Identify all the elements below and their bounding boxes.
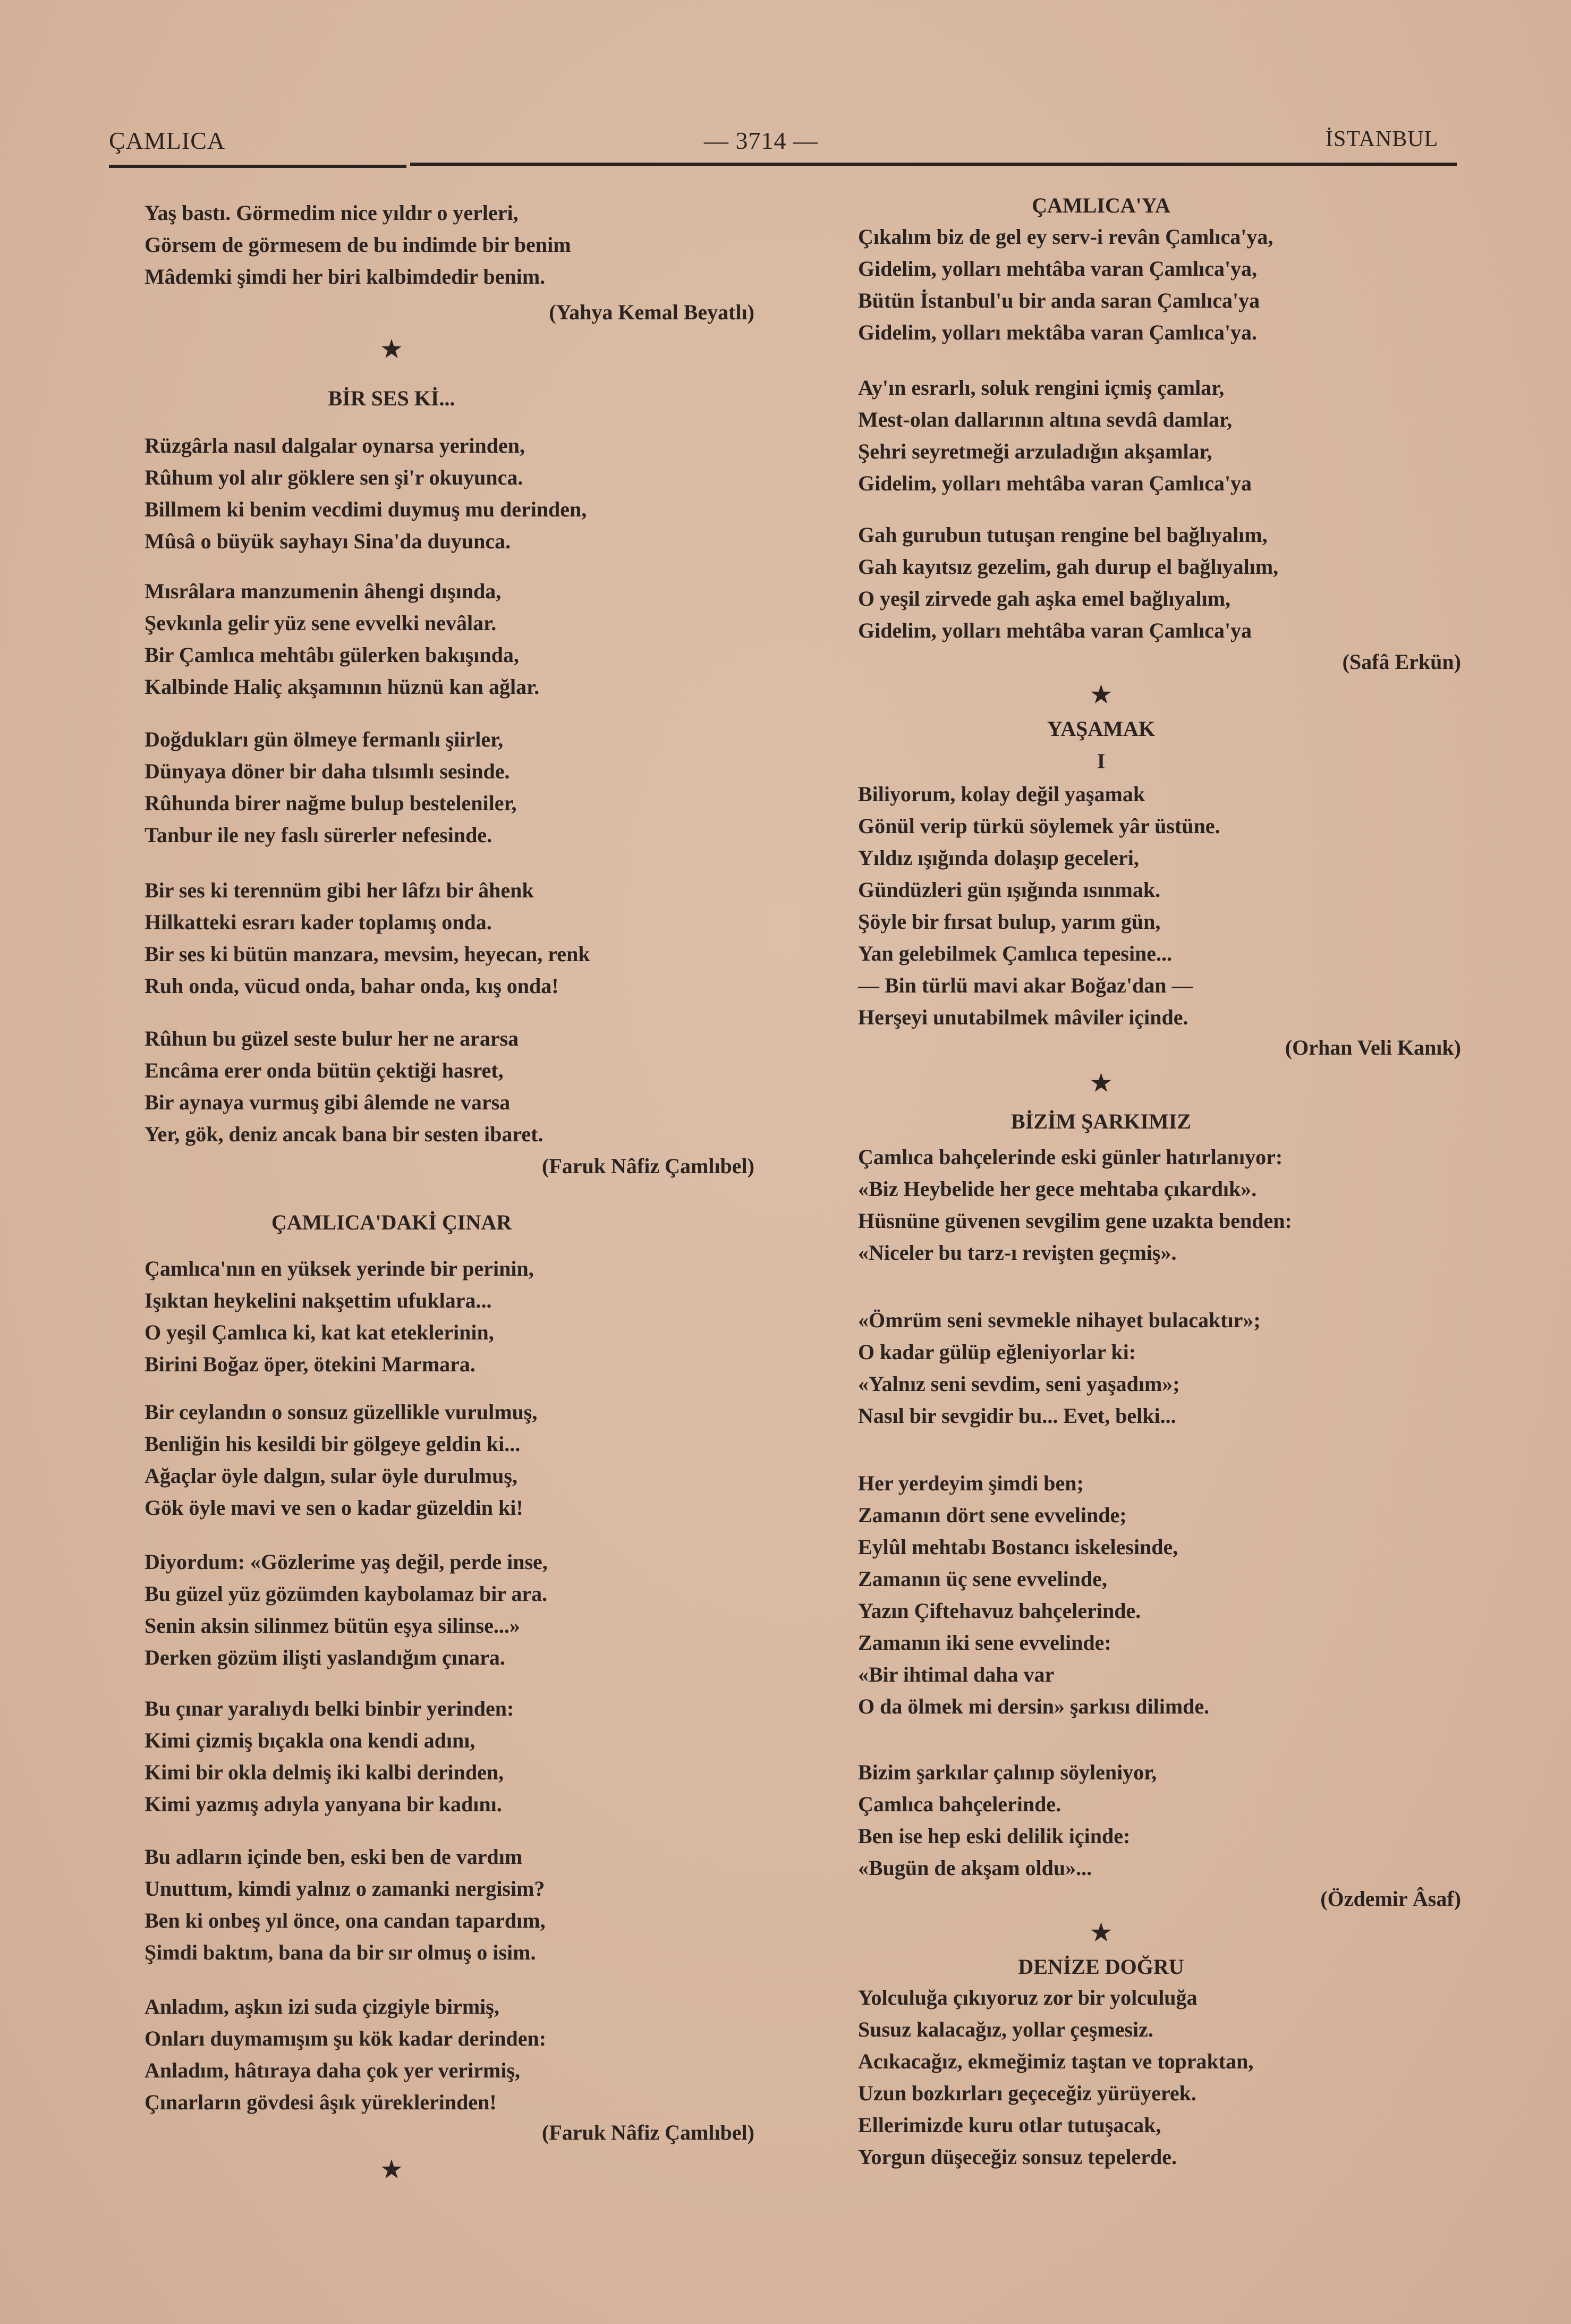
poem-line: Biliyorum, kolay değil yaşamak bbox=[858, 782, 1145, 806]
star-separator-icon: ★ bbox=[1090, 1920, 1112, 1946]
poem-line: Bir aynaya vurmuş gibi âlemde ne varsa bbox=[145, 1090, 511, 1114]
poem-line: Diyordum: «Gözlerime yaş değil, perde inse, bbox=[145, 1550, 548, 1574]
poem-line: Gök öyle mavi ve sen o kadar güzeldin ki! bbox=[145, 1496, 523, 1520]
poem-line: Şöyle bir fırsat bulup, yarım gün, bbox=[858, 910, 1161, 934]
poem-stanza bbox=[858, 1468, 1209, 1723]
page-number: — 3714 — bbox=[704, 127, 818, 154]
poem-line: Bir Çamlıca mehtâbı gülerken bakışında, bbox=[145, 643, 519, 667]
poem-line: Anladım, hâtıraya daha çok yer verirmiş, bbox=[145, 2058, 521, 2082]
poem-title: ÇAMLICA'YA bbox=[1032, 193, 1170, 217]
poem-line: Çamlıca bahçelerinde. bbox=[858, 1792, 1062, 1816]
poem-stanza bbox=[145, 197, 571, 293]
poem-line: Ruh onda, vücud onda, bahar onda, kış onda! bbox=[145, 974, 559, 998]
poem-line: Yolculuğa çıkıyoruz zor bir yolculuğa bbox=[858, 1986, 1198, 2009]
poem-line: Zamanın iki sene evvelinde: bbox=[858, 1631, 1111, 1655]
poem-line: Unuttum, kimdi yalnız o zamanki nergisim? bbox=[145, 1877, 545, 1901]
poem-line: Yorgun düşeceğiz sonsuz tepelerde. bbox=[858, 2145, 1177, 2169]
poem-stanza bbox=[858, 519, 1278, 647]
poem-line: Mısrâlara manzumenin âhengi dışında, bbox=[145, 579, 502, 603]
poem-line: Mûsâ o büyük sayhayı Sina'da duyunca. bbox=[145, 529, 511, 553]
poem-title: BİR SES Kİ... bbox=[328, 386, 455, 410]
poem-line: Çamlıca bahçelerinde eski günler hatırlanıyor: bbox=[858, 1145, 1283, 1169]
poem-line: Encâma erer onda bütün çektiği hasret, bbox=[145, 1058, 504, 1082]
poem-line: O yeşil zirvede gah aşka emel bağlıyalım, bbox=[858, 587, 1231, 610]
poem-author: (Yahya Kemal Beyatlı) bbox=[549, 300, 754, 324]
poem-title: BİZİM ŞARKIMIZ bbox=[1011, 1109, 1191, 1133]
poem-line: Zamanın üç sene evvelinde, bbox=[858, 1567, 1107, 1591]
poem-line: Rûhun bu güzel seste bulur her ne ararsa bbox=[145, 1027, 519, 1050]
poem-line: Senin aksin silinmez bütün eşya silinse...» bbox=[145, 1614, 520, 1638]
poem-line: «Bir ihtimal daha var bbox=[858, 1663, 1055, 1686]
poem-stanza bbox=[858, 1141, 1292, 1269]
poem-line: «Bugün de akşam oldu»... bbox=[858, 1856, 1092, 1880]
poem-stanza bbox=[145, 1253, 534, 1380]
poem-line: Anladım, aşkın izi suda çizgiyle birmiş, bbox=[145, 1995, 499, 2018]
poem-line: Dünyaya döner bir daha tılsımlı sesinde. bbox=[145, 759, 510, 783]
star-separator-icon: ★ bbox=[381, 2157, 402, 2183]
poem-line: Acıkacağız, ekmeğimiz taştan ve topraktan, bbox=[858, 2049, 1254, 2073]
star-separator-icon: ★ bbox=[381, 336, 402, 362]
poem-line: Hüsnüne güvenen sevgilim gene uzakta benden: bbox=[858, 1209, 1292, 1233]
poem-stanza bbox=[858, 221, 1273, 349]
header-rule-left bbox=[109, 165, 406, 168]
poem-line: Kimi çizmiş bıçakla ona kendi adını, bbox=[145, 1728, 475, 1752]
poem-line: — Bin türlü mavi akar Boğaz'dan — bbox=[858, 973, 1193, 997]
poem-line: Ay'ın esrarlı, soluk rengini içmiş çamlar, bbox=[858, 376, 1225, 400]
poem-line: Kimi yazmış adıyla yanyana bir kadını. bbox=[145, 1792, 502, 1816]
poem-line: Kimi bir okla delmiş iki kalbi derinden, bbox=[145, 1760, 504, 1784]
poem-stanza bbox=[858, 372, 1252, 499]
poem-stanza bbox=[145, 430, 587, 557]
poem-line: Mâdemki şimdi her biri kalbimdedir benim. bbox=[145, 265, 546, 289]
poem-author: (Özdemir Âsaf) bbox=[1320, 1887, 1461, 1911]
poem-line: Uzun bozkırları geçeceğiz yürüyerek. bbox=[858, 2081, 1196, 2105]
poem-line: Gidelim, yolları mehtâba varan Çamlıca'ya bbox=[858, 618, 1252, 642]
poem-line: Işıktan heykelini nakşettim ufuklara... bbox=[145, 1288, 492, 1312]
poem-line: Gah gurubun tutuşan rengine bel bağlıyalım, bbox=[858, 523, 1268, 547]
running-header-city: İSTANBUL bbox=[1326, 127, 1439, 151]
section-numeral: I bbox=[1097, 749, 1106, 773]
poem-line: Bir ses ki terennüm gibi her lâfzı bir âhenk bbox=[145, 878, 534, 902]
poem-line: Bir ses ki bütün manzara, mevsim, heyecan, renk bbox=[145, 942, 590, 966]
poem-line: Herşeyi unutabilmek mâviler içinde. bbox=[858, 1005, 1188, 1029]
poem-line: O yeşil Çamlıca ki, kat kat eteklerinin, bbox=[145, 1320, 494, 1344]
poem-line: Gidelim, yolları mehtâba varan Çamlıca'ya bbox=[858, 471, 1252, 495]
poem-line: Şevkınla gelir yüz sene evvelki nevâlar. bbox=[145, 611, 497, 635]
poem-stanza bbox=[858, 1757, 1157, 1884]
poem-line: Şimdi baktım, bana da bir sır olmuş o isim. bbox=[145, 1940, 536, 1964]
star-separator-icon: ★ bbox=[1090, 1070, 1112, 1096]
poem-stanza bbox=[145, 575, 539, 703]
poem-line: Çamlıca'nın en yüksek yerinde bir perinin, bbox=[145, 1257, 534, 1280]
poem-line: Eylûl mehtabı Bostancı iskelesinde, bbox=[858, 1535, 1178, 1559]
poem-line: Yıldız ışığında dolaşıp geceleri, bbox=[858, 846, 1139, 870]
poem-line: «Niceler bu tarz-ı revişten geçmiş». bbox=[858, 1241, 1177, 1265]
poem-line: Birini Boğaz öper, ötekini Marmara. bbox=[145, 1352, 475, 1376]
poem-author: (Faruk Nâfiz Çamlıbel) bbox=[542, 2121, 754, 2144]
poem-line: Ben ki onbeş yıl önce, ona candan tapardım, bbox=[145, 1909, 546, 1932]
poem-line: Susuz kalacağız, yollar çeşmesiz. bbox=[858, 2017, 1153, 2041]
poem-line: Gidelim, yolları mektâba varan Çamlıca'ya. bbox=[858, 320, 1258, 344]
poem-line: Bizim şarkılar çalınıp söyleniyor, bbox=[858, 1760, 1157, 1784]
poem-line: Rûhunda birer nağme bulup besteleniler, bbox=[145, 791, 517, 815]
poem-line: Zamanın dört sene evvelinde; bbox=[858, 1503, 1127, 1527]
poem-stanza bbox=[145, 1693, 514, 1820]
poem-title: YAŞAMAK bbox=[1047, 717, 1155, 741]
poem-title: ÇAMLICA'DAKİ ÇINAR bbox=[271, 1210, 512, 1234]
poem-line: Şehri seyretmeği arzuladığın akşamlar, bbox=[858, 439, 1212, 463]
poem-line: Gah kayıtsız gezelim, gah durup el bağlıyalım, bbox=[858, 555, 1279, 579]
poem-stanza bbox=[145, 1023, 543, 1150]
poem-line: Rûhum yol alır göklere sen şi'r okuyunca. bbox=[145, 465, 523, 489]
poem-line: Yan gelebilmek Çamlıca tepesine... bbox=[858, 942, 1173, 965]
poem-line: Bu adların içinde ben, eski ben de vardım bbox=[145, 1845, 523, 1869]
poem-line: Bu çınar yaralıydı belki binbir yerinden: bbox=[145, 1697, 514, 1720]
poem-line: Derken gözüm ilişti yaslandığım çınara. bbox=[145, 1646, 505, 1669]
poem-line: Bu güzel yüz gözümden kaybolamaz bir ara. bbox=[145, 1582, 548, 1606]
poem-stanza bbox=[145, 875, 590, 1002]
poem-line: Gönül verip türkü söylemek yâr üstüne. bbox=[858, 814, 1220, 838]
poem-line: O kadar gülüp eğleniyorlar ki: bbox=[858, 1340, 1136, 1364]
poem-stanza bbox=[858, 1982, 1253, 2173]
running-header-title: ÇAMLICA bbox=[109, 127, 226, 154]
poem-line: Ağaçlar öyle dalgın, sular öyle durulmuş, bbox=[145, 1464, 517, 1488]
poem-line: Ellerimizde kuru otlar tutuşacak, bbox=[858, 2113, 1161, 2137]
poem-line: Doğdukları gün ölmeye fermanlı şiirler, bbox=[145, 727, 504, 751]
poem-line: Bütün İstanbul'u bir anda saran Çamlıca'ya bbox=[858, 289, 1260, 312]
poem-line: Çınarların gövdesi âşık yüreklerinden! bbox=[145, 2090, 497, 2114]
poem-author: (Orhan Veli Kanık) bbox=[1285, 1036, 1461, 1059]
poem-stanza bbox=[145, 1396, 537, 1524]
poem-stanza bbox=[145, 724, 517, 851]
poem-line: Hilkatteki esrarı kader toplamış onda. bbox=[145, 910, 492, 934]
poem-line: Nasıl bir sevgidir bu... Evet, belki... bbox=[858, 1404, 1176, 1428]
poem-stanza bbox=[145, 1546, 548, 1674]
poem-line: Gidelim, yolları mehtâba varan Çamlıca'ya, bbox=[858, 257, 1258, 281]
poem-line: O da ölmek mi dersin» şarkısı dilimde. bbox=[858, 1694, 1210, 1718]
poem-line: Bir ceylandın o sonsuz güzellikle vurulmuş, bbox=[145, 1400, 538, 1424]
poem-line: Yer, gök, deniz ancak bana bir sesten ibaret. bbox=[145, 1122, 544, 1146]
poem-stanza bbox=[858, 778, 1220, 1033]
poem-line: Yazın Çiftehavuz bahçelerinde. bbox=[858, 1599, 1141, 1623]
header-rule-right bbox=[410, 163, 1457, 166]
poem-author: (Safâ Erkün) bbox=[1342, 650, 1461, 674]
poem-title: DENİZE DOĞRU bbox=[1018, 1955, 1184, 1979]
poem-line: Her yerdeyim şimdi ben; bbox=[858, 1471, 1084, 1495]
poem-line: Yaş bastı. Görmedim nice yıldır o yerleri, bbox=[145, 201, 519, 225]
poem-author: (Faruk Nâfiz Çamlıbel) bbox=[542, 1154, 754, 1178]
poem-line: Mest-olan dallarının altına sevdâ damlar, bbox=[858, 408, 1233, 431]
poem-line: Benliğin his kesildi bir gölgeye geldin ki... bbox=[145, 1432, 521, 1456]
poem-line: Gündüzleri gün ışığında ısınmak. bbox=[858, 878, 1161, 902]
poem-line: «Ömrüm seni sevmekle nihayet bulacaktır»; bbox=[858, 1308, 1261, 1332]
poem-line: Onları duymamışım şu kök kadar derinden: bbox=[145, 2026, 547, 2050]
poem-stanza bbox=[858, 1304, 1261, 1432]
poem-line: Rüzgârla nasıl dalgalar oynarsa yerinden, bbox=[145, 434, 525, 457]
poem-line: Billmem ki benim vecdimi duymuş mu derinden, bbox=[145, 497, 587, 521]
star-separator-icon: ★ bbox=[1090, 682, 1112, 708]
poem-stanza bbox=[145, 1991, 546, 2118]
poem-line: Görsem de görmesem de bu indimde bir benim bbox=[145, 233, 571, 257]
poem-line: Ben ise hep eski delilik içinde: bbox=[858, 1824, 1131, 1848]
poem-line: «Yalnız seni sevdim, seni yaşadım»; bbox=[858, 1372, 1180, 1396]
poem-line: Tanbur ile ney faslı sürerler nefesinde. bbox=[145, 823, 492, 847]
poem-line: Çıkalım biz de gel ey serv-i revân Çamlıca'ya, bbox=[858, 225, 1273, 249]
poem-line: Kalbinde Haliç akşamının hüznü kan ağlar. bbox=[145, 675, 540, 699]
poem-line: «Biz Heybelide her gece mehtaba çıkardık». bbox=[858, 1177, 1257, 1201]
poem-stanza bbox=[145, 1841, 546, 1969]
